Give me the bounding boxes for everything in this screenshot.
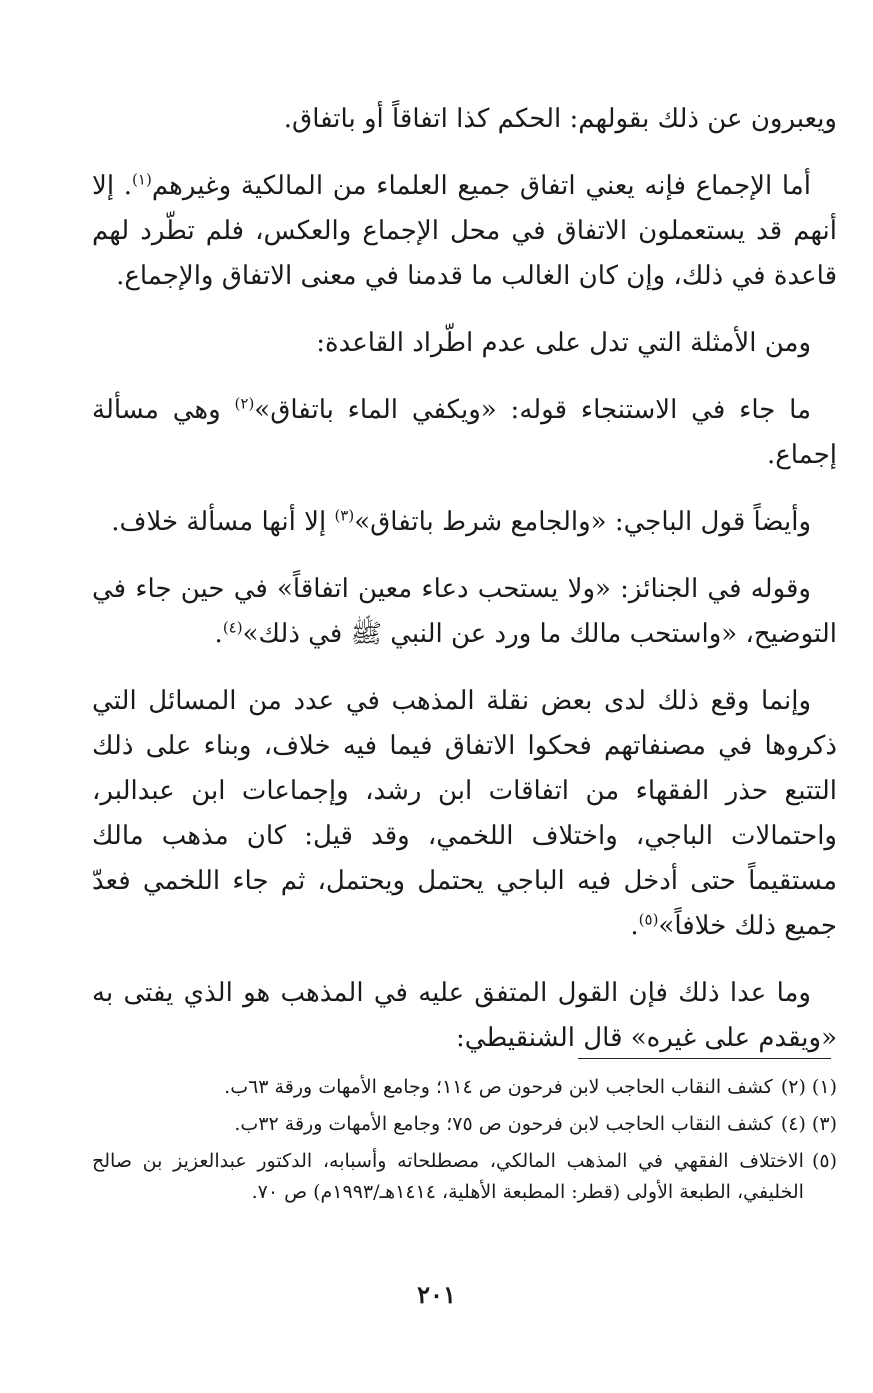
page-number: ٢٠١: [417, 1280, 456, 1309]
footnote-ref[interactable]: (٥): [638, 910, 659, 929]
footnote-ref[interactable]: (٢): [234, 394, 255, 413]
paragraph: [92, 500, 837, 545]
paragraph-text: إلا أنها مسألة خلاف.: [111, 507, 335, 537]
paragraph: [92, 388, 837, 478]
paragraph-text: وإنما وقع ذلك لدى بعض نقلة المذهب في عدد من المسائل التي ذكروها في مصنفاتهم فحكوا الاتفاق فيما فيه خلاف، وبناء على ذلك التتبع حذر الفقهاء من اتفاقات ابن رشد، وإجماعات ابن عبدالبر، واحتمالات الباجي، واختلاف اللخمي، وقد قيل: كان مذهب مالك مستقيماً حتى أدخل فيه الباجي يحتمل ويحتمل، ثم جاء اللخمي فعدّ جميع ذلك خلافاً»: [92, 686, 837, 941]
paragraph: [92, 971, 837, 1061]
paragraph-text: وقوله في الجنائز: «ولا يستحب دعاء معين اتفاقاً» في حين جاء في التوضيح، «واستحب مالك ما ورد عن النبي ﷺ في ذلك»: [92, 574, 837, 649]
paragraph-text: ومن الأمثلة التي تدل على عدم اطّراد القاعدة:: [316, 328, 811, 358]
paragraph-text: وأيضاً قول الباجي: «والجامع شرط باتفاق»: [354, 507, 811, 537]
footnote-text: الاختلاف الفقهي في المذهب المالكي، مصطلحاته وأسبابه، الدكتور عبدالعزيز بن صالح الخليفي، الطبعة الأولى (قطر: المطبعة الأهلية، ١٤١٤هـ/١٩٩٣م) ص ٧٠.: [92, 1150, 804, 1203]
footnote-marker: (٥): [811, 1150, 837, 1172]
paragraph-text: ما جاء في الاستنجاء قوله: «ويكفي الماء باتفاق»: [254, 395, 811, 425]
footnote: [92, 1146, 837, 1208]
paragraph: [92, 567, 837, 657]
paragraph: [92, 97, 837, 142]
footnote-ref[interactable]: (٣): [334, 506, 355, 525]
paragraph-text: .: [214, 619, 223, 649]
body-text: [92, 97, 837, 1061]
footnote-marker: (٣) (٤): [780, 1113, 837, 1135]
paragraph-text: . إلا أنهم قد يستعملون الاتفاق في محل الإجماع والعكس، فلم تطّرد لهم قاعدة في ذلك، وإن كان الغالب ما قدمنا في معنى الاتفاق والإجماع.: [92, 171, 837, 291]
footnote-ref[interactable]: (١): [132, 170, 152, 189]
footnote: [92, 1109, 837, 1140]
paragraph-text: .: [630, 911, 639, 941]
footnote-ref[interactable]: (٤): [222, 618, 243, 637]
footnotes: [92, 1072, 837, 1208]
paragraph: [92, 679, 837, 949]
paragraph-text: أما الإجماع فإنه يعني اتفاق جميع العلماء من المالكية وغيرهم: [151, 171, 811, 201]
footnote: [92, 1072, 837, 1103]
footnote-marker: (١) (٢): [780, 1076, 837, 1098]
paragraph-text: وما عدا ذلك فإن القول المتفق عليه في المذهب هو الذي يفتى به «ويقدم على غيره» قال الشنقيطي:: [92, 978, 837, 1053]
paragraph: [92, 321, 837, 366]
footnote-text: كشف النقاب الحاجب لابن فرحون ص ١١٤؛ وجامع الأمهات ورقة ٦٣ب.: [224, 1076, 773, 1098]
paragraph-text: وهي مسألة إجماع.: [92, 395, 837, 470]
footnote-separator: [578, 1058, 831, 1059]
paragraph-text: ويعبرون عن ذلك بقولهم: الحكم كذا اتفاقاً أو باتفاق.: [283, 104, 837, 134]
footnote-text: كشف النقاب الحاجب لابن فرحون ص ٧٥؛ وجامع الأمهات ورقة ٣٢ب.: [234, 1113, 773, 1135]
paragraph: [92, 164, 837, 299]
